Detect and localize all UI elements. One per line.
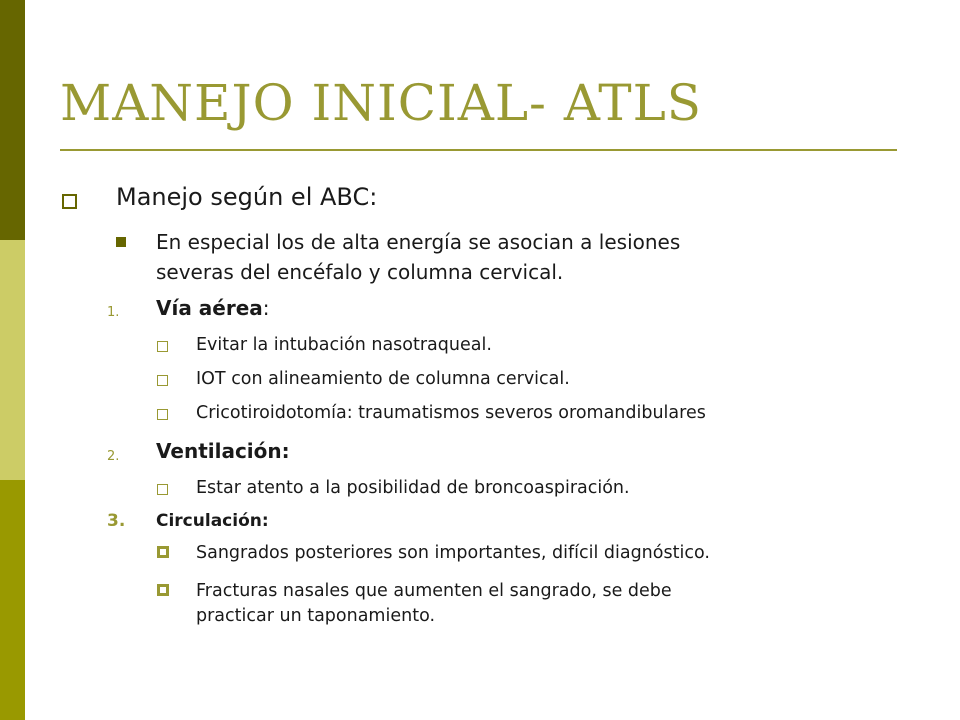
section-1-item-1: Evitar la intubación nasotraqueal. [196,335,492,355]
section-3-item-2-line-1: Fracturas nasales que aumenten el sangrado, se debe [196,581,672,601]
level1-text: Manejo según el ABC: [116,183,378,211]
section-1-heading-bold: Vía aérea [156,296,263,320]
side-bar-olive-segment [0,480,25,720]
small-square-bullet-icon [157,484,168,495]
section-3-heading: Circulación: [156,511,269,531]
small-square-bullet-icon [157,375,168,386]
slide-title: MANEJO INICIAL- ATLS [60,74,703,132]
title-divider [60,149,897,151]
side-bar-light-segment [0,240,25,480]
intro-line-2: severas del encéfalo y columna cervical. [156,260,564,284]
square-bullet-icon [62,194,77,209]
square-bullet-icon [157,584,169,596]
section-1-item-3: Cricotiroidotomía: traumatismos severos oromandibulares [196,403,706,423]
section-3-item-2-line-2: practicar un taponamiento. [196,606,436,626]
side-color-bar [0,0,25,720]
section-1-heading-suffix: : [262,296,270,320]
small-square-bullet-icon [157,409,168,420]
section-3-item-1: Sangrados posteriores son importantes, difícil diagnóstico. [196,543,710,563]
section-number-1: 1. [107,305,120,320]
section-1-item-2: IOT con alineamiento de columna cervical. [196,369,570,389]
section-2-item-1: Estar atento a la posibilidad de broncoaspiración. [196,478,630,498]
small-square-bullet-icon [157,341,168,352]
square-bullet-icon [157,546,169,558]
section-2-heading: Ventilación: [156,439,290,463]
side-bar-dark-segment [0,0,25,240]
section-number-3: 3. [107,511,126,531]
filled-square-bullet-icon [116,237,126,247]
section-1-heading [156,293,270,323]
section-number-2: 2. [107,449,120,464]
intro-line-1: En especial los de alta energía se asocian a lesiones [156,230,681,254]
